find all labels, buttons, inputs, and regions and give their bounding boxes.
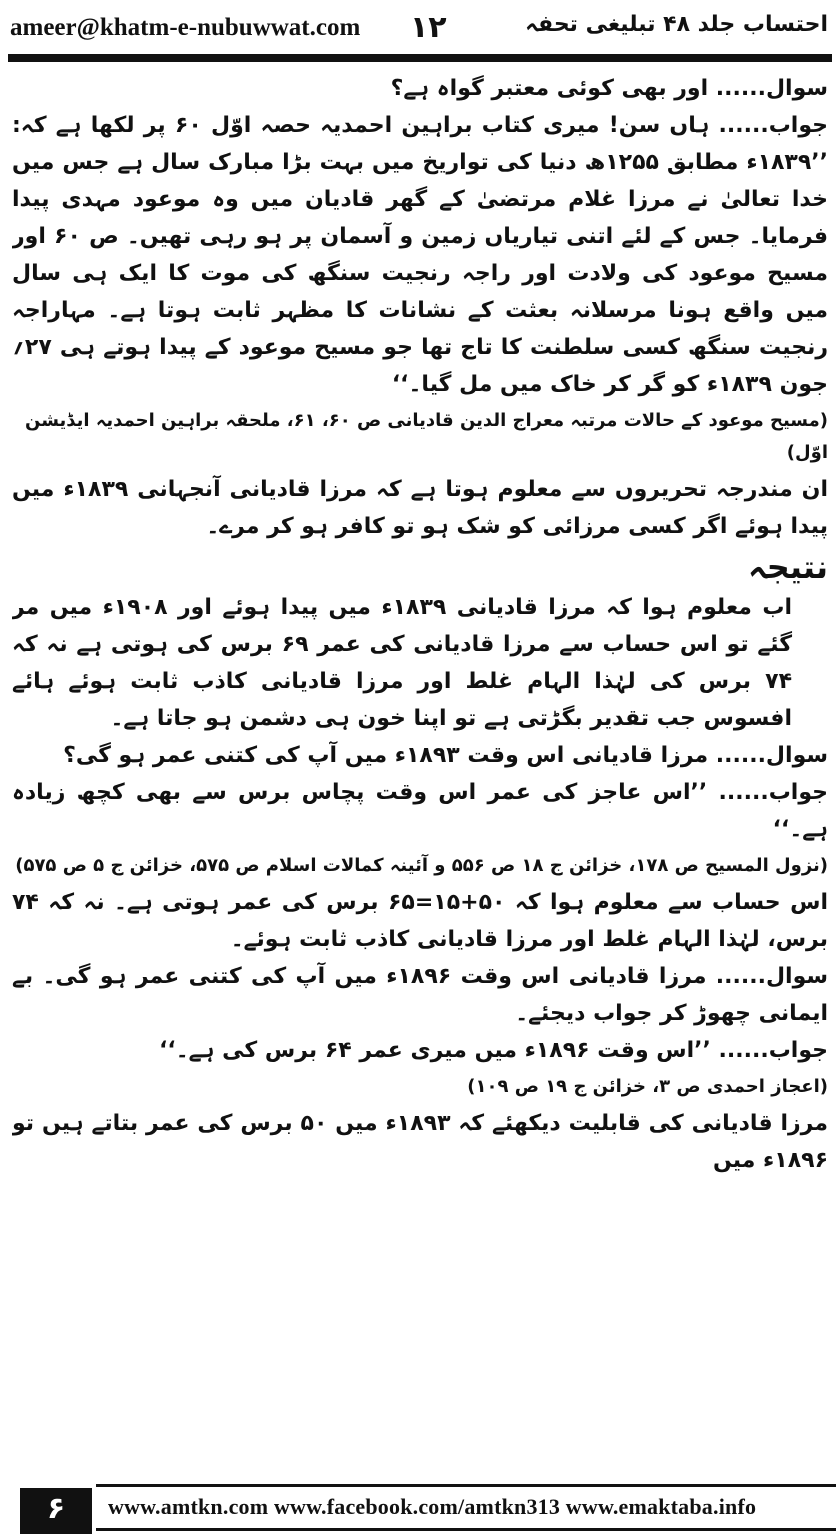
page-footer	[0, 1484, 840, 1540]
paragraph: اس حساب سے معلوم ہوا کہ ۵۰+۱۵=۶۵ برس کی عمر ہوتی ہے۔ نہ کہ ۷۴ برس، لہٰذا الہام غلط اور مرزا قادیانی کاذب ثابت ہوئے۔	[12, 890, 828, 952]
paragraph: ان مندرجہ تحریروں سے معلوم ہوتا ہے کہ مرزا قادیانی آنجہانی ۱۸۳۹ء میں پیدا ہوئے اگر کسی مرزائی کو شک ہو تو کافر ہو کر مرے۔	[12, 477, 828, 539]
citation: (مسیح موعود کے حالات مرتبہ معراج الدین قادیانی ص ۶۰، ۶۱، ملحقہ براہین احمدیہ ایڈیشن اوّل)	[25, 410, 828, 463]
paragraph: جواب...... ’’اس وقت ۱۸۹۶ء میں میری عمر ۶۴ برس کی ہے۔‘‘	[159, 1038, 828, 1063]
citation: (نزول المسیح ص ۱۷۸، خزائن ج ۱۸ ص ۵۵۶ و آئینہ کمالات اسلام ص ۵۷۵، خزائن ج ۵ ص ۵۷۵)	[15, 855, 828, 876]
footer-urls: www.amtkn.com www.facebook.com/amtkn313 www.emaktaba.info	[108, 1494, 757, 1519]
paragraph: جواب...... ’’اس عاجز کی عمر اس وقت پچاس برس سے بھی کچھ زیادہ ہے۔‘‘	[12, 780, 828, 842]
paragraph: جواب...... ہاں سن! میری کتاب براہین احمدیہ حصہ اوّل ۶۰ پر لکھا ہے کہ: ’’۱۸۳۹ء مطابق ۱۲۵۵ھ دنیا کی تواریخ میں بہت بڑا مبارک سال ہے جس میں خدا تعالیٰ نے مرزا غلام مرتضیٰ کے گھر قادیان میں وہ موعود مہدی پیدا فرمایا۔ جس کے لئے اتنی تیاریاں زمین و آسمان پر ہو رہی تھیں۔ ص ۶۰ اور مسیح موعود کی ولادت اور راجہ رنجیت سنگھ کی موت کا ایک ہی سال میں واقع ہونا مرسلانہ بعثت کے نشانات کا مظہر ثابت ہوتا ہے۔ مہاراجہ رنجیت سنگھ کسی سلطنت کا تاج تھا جو مسیح موعود کے پیدا ہوتے ہی ۲۷؍ جون ۱۸۳۹ء کو گر کر خاک میں مل گیا۔‘‘	[12, 113, 828, 397]
paragraph: سوال...... مرزا قادیانی اس وقت ۱۸۹۶ء میں آپ کی کتنی عمر ہو گی۔ بے ایمانی چھوڑ کر جواب دیجئے۔	[12, 964, 828, 1026]
paragraph: اب معلوم ہوا کہ مرزا قادیانی ۱۸۳۹ء میں پیدا ہوئے اور ۱۹۰۸ء میں مر گئے تو اس حساب سے مرزا قادیانی کی عمر ۶۹ برس کی ہوتی ہے نہ کہ ۷۴ برس کی لہٰذا الہام غلط اور مرزا قادیانی کاذب ثابت ہوئے ہائے افسوس جب تقدیر بگڑتی ہے تو اپنا خون ہی دشمن ہو جاتا ہے۔	[12, 595, 792, 731]
section-heading: نتیجہ	[748, 548, 828, 586]
paragraph: سوال...... مرزا قادیانی اس وقت ۱۸۹۳ء میں آپ کی کتنی عمر ہو گی؟	[63, 743, 828, 768]
header-book-title: احتساب جلد ۴۸ تبلیغی تحفہ	[525, 12, 828, 37]
footer-bottom-rule	[96, 1528, 836, 1531]
footer-top-rule	[96, 1484, 836, 1487]
header-email: ameer@khatm-e-nubuwwat.com	[10, 14, 361, 41]
footer-page-number: ۶	[20, 1488, 92, 1534]
page-header	[0, 0, 840, 66]
citation: (اعجاز احمدی ص ۳، خزائن ج ۱۹ ص ۱۰۹)	[467, 1076, 828, 1097]
header-page-number: ۱۲	[410, 10, 447, 45]
paragraph: سوال...... اور بھی کوئی معتبر گواہ ہے؟	[390, 76, 828, 101]
paragraph: مرزا قادیانی کی قابلیت دیکھئے کہ ۱۸۹۳ء میں ۵۰ برس کی عمر بتاتے ہیں تو ۱۸۹۶ء میں	[12, 1111, 828, 1173]
page-body	[12, 70, 828, 1460]
header-divider	[8, 54, 832, 62]
